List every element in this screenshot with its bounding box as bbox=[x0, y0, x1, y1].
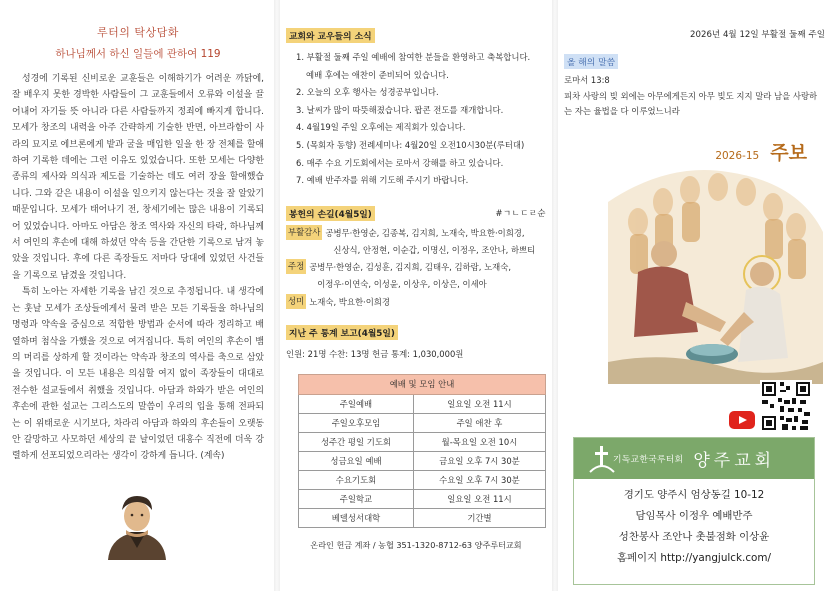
list-item: 3. 날씨가 많이 따뜻해졌습니다. 팝콘 전도를 재개합니다. bbox=[296, 104, 504, 115]
stats-line: 인원: 21명 수찬: 13명 헌금 통계: 1,030,000원 bbox=[286, 348, 464, 359]
church-details bbox=[574, 485, 814, 569]
list-item: 2. 오늘의 오후 행사는 성경공부입니다. bbox=[296, 87, 439, 98]
table-row: 성금요일 예배 금요일 오후 7시 30분 bbox=[299, 451, 546, 470]
table-talk-subtitle: 하나님께서 하신 일들에 관하여 119 bbox=[55, 48, 221, 60]
bulletin-title: 주보 bbox=[770, 142, 807, 164]
table-talk-title: 루터의 탁상담화 bbox=[97, 26, 179, 39]
verse-heading: 올 해의 말씀 bbox=[564, 54, 618, 69]
church-address: 경기도 양주시 엄상동길 10-12 bbox=[623, 489, 765, 501]
table-row: 베델성서대학 기간별 bbox=[299, 508, 546, 527]
news-panel bbox=[276, 0, 554, 591]
schedule-heading: 예배 및 모임 안내 bbox=[299, 374, 546, 394]
church-banner bbox=[574, 438, 814, 479]
verse-reference: 로마서 13:8 bbox=[564, 75, 610, 85]
table-row: 주일오후모임 주일 애찬 후 bbox=[299, 413, 546, 432]
offering-group: 주정 공병무·한영순, 김성훈, 김지희, 김태우, 김하람, 노재숙, 이정우·이연숙, 이성윤, 이상우, 이상은, 이세아 bbox=[288, 261, 512, 290]
table-row: 성주간 평일 기도회 월-목요일 오전 10시 bbox=[299, 432, 546, 451]
foot-washing-illustration bbox=[608, 162, 823, 384]
offering-list bbox=[286, 225, 546, 311]
table-talk-paragraph: 특히 노아는 자세한 기록을 남긴 것으로 추정됩니다. 내 생각에는 훗날 모세가 조상들에게서 물려 받은 모든 기록들을 하나님의 명령과 약속을 중심으로 적합한 방법과 순서에 따라 정리하고 배열하며 첨삭을 가했을 것으로 여겨집니다. 특히 여인의 후손이 뱀의 머리를 상하게 할 것이라는 약속과 창조의 역사를 축으로 삼았을 것입니다. 이 모든 내용은 의심할 여지 없이 족장들이 대대로 전수한 설교들에서 취했을 것입니다. 아담과 하와가 받은 여인의 후손에 관한 설교는 그리스도의 말씀이 우리의 입을 통해 전파되는 이 위태로운 시기보다, 차라리 아담과 하와의 후손들이 오랫동안 갈망하고 사모하던 세상의 끝 날이었던 대홍수 직전에 더욱 강렬하게 선포되었으리라는 생각이 강하게 듭니다. (계속) bbox=[12, 287, 264, 462]
cross-icon bbox=[588, 444, 616, 474]
church-name: 양주교회 bbox=[693, 451, 776, 471]
offering-order-note: #ㄱㄴㄷㄹ순 bbox=[495, 208, 546, 219]
news-list bbox=[286, 49, 546, 190]
verse-text: 피차 사랑의 빚 외에는 아무에게든지 아무 빚도 지지 말라 남을 사랑하는 자는 율법을 다 이루었느니라 bbox=[564, 91, 818, 116]
church-homepage[interactable]: 홈페이지 http://yangjulck.com/ bbox=[616, 552, 772, 564]
list-item: 6. 매주 수요 기도회에서는 로마서 강해를 하고 있습니다. bbox=[296, 157, 504, 168]
church-info-box bbox=[573, 437, 815, 585]
list-item: 1. 부활절 둘째 주일 예배에 참여한 분들을 환영하고 축복합니다. 예배 후에는 애찬이 준비되어 있습니다. bbox=[296, 52, 531, 80]
church-servers: 성찬봉사 조안나 촛불점화 이상윤 bbox=[618, 531, 770, 543]
offering-heading: 봉헌의 손길(4월5일) bbox=[286, 206, 375, 221]
table-talk-paragraph: 성경에 기록된 신비로운 교훈들은 이해하기가 어려운 까닭에, 잘 배우지 못한 경박한 사람들이 그 교훈들에서 오류와 이설을 끌어내어 자기들 뜻 아니라 다른 사람들까지 정죄에 빠지게 합니다. 모세가 창조의 내력을 아주 간략하게 기술한 반면, 아브라함이 사라의 묘지로 에브론에게 밭과 굴을 매입한 일을 한 장 전체를 할애하여 기록한 데에는 그런 이유도 있었습니다. 또한 모세는 다양한 종류의 제사와 의식과 제도를 기술하는 데도 여러 장을 할애했습니다. 그와 같은 내용이 이설을 일으키지 않는다는 것을 잘 알았기 때문입니다. 모세가 태어나기 전, 창세기에는 많은 내용이 기록되어 있었습니다. 아마도 아담은 창조 역사와 자신의 타락, 하나님께서 여인의 후손에 대해 하셨던 약속 등을 간단한 기록으로 남겨 놓았을 것입니다. 후에 다른 족장들도 저마다 당대에 있었던 사건들을 기록으로 남겼을 것입니다. bbox=[12, 74, 264, 281]
stats-heading: 지난 주 통계 보고(4월5일) bbox=[286, 325, 398, 340]
luther-portrait-icon bbox=[98, 490, 176, 560]
offering-group: 부활감사 공병무·한영순, 김종복, 김지희, 노재숙, 박요한·이희경, 신상식, 안정현, 이순갑, 이명신, 이정우, 조안나, 하쁘티 bbox=[288, 226, 536, 255]
offering-group: 성미 노재숙, 박요한·이희경 bbox=[288, 295, 390, 307]
list-item: 5. (목회자 동향) 전례세미나: 4월20일 오전10시30분(루터대) bbox=[296, 139, 525, 150]
table-row: 수요기도회 수요일 오후 7시 30분 bbox=[299, 470, 546, 489]
schedule-table bbox=[298, 374, 546, 528]
church-pastor: 담임목사 이정우 예배반주 bbox=[635, 510, 753, 522]
table-row: 주일학교 일요일 오전 11시 bbox=[299, 489, 546, 508]
issue-number: 2026-15 bbox=[715, 150, 760, 162]
bulletin-date: 2026년 4월 12일 부활절 둘째 주일 bbox=[690, 30, 825, 40]
table-row: 주일예배 일요일 오전 11시 bbox=[299, 394, 546, 413]
youtube-icon[interactable] bbox=[729, 411, 755, 429]
offering-account: 온라인 헌금 계좌 / 농협 351-1320-8712-63 양주루터교회 bbox=[310, 539, 522, 550]
denomination-name: 기독교한국루터회 bbox=[612, 455, 684, 465]
list-item: 4. 4월19일 주일 오후에는 제직회가 있습니다. bbox=[296, 122, 466, 133]
list-item: 7. 예배 반주자를 위해 기도해 주시기 바랍니다. bbox=[296, 175, 469, 186]
qr-code-icon[interactable] bbox=[760, 380, 812, 432]
table-talk-body bbox=[12, 71, 264, 465]
news-heading: 교회와 교우들의 소식 bbox=[286, 28, 375, 43]
